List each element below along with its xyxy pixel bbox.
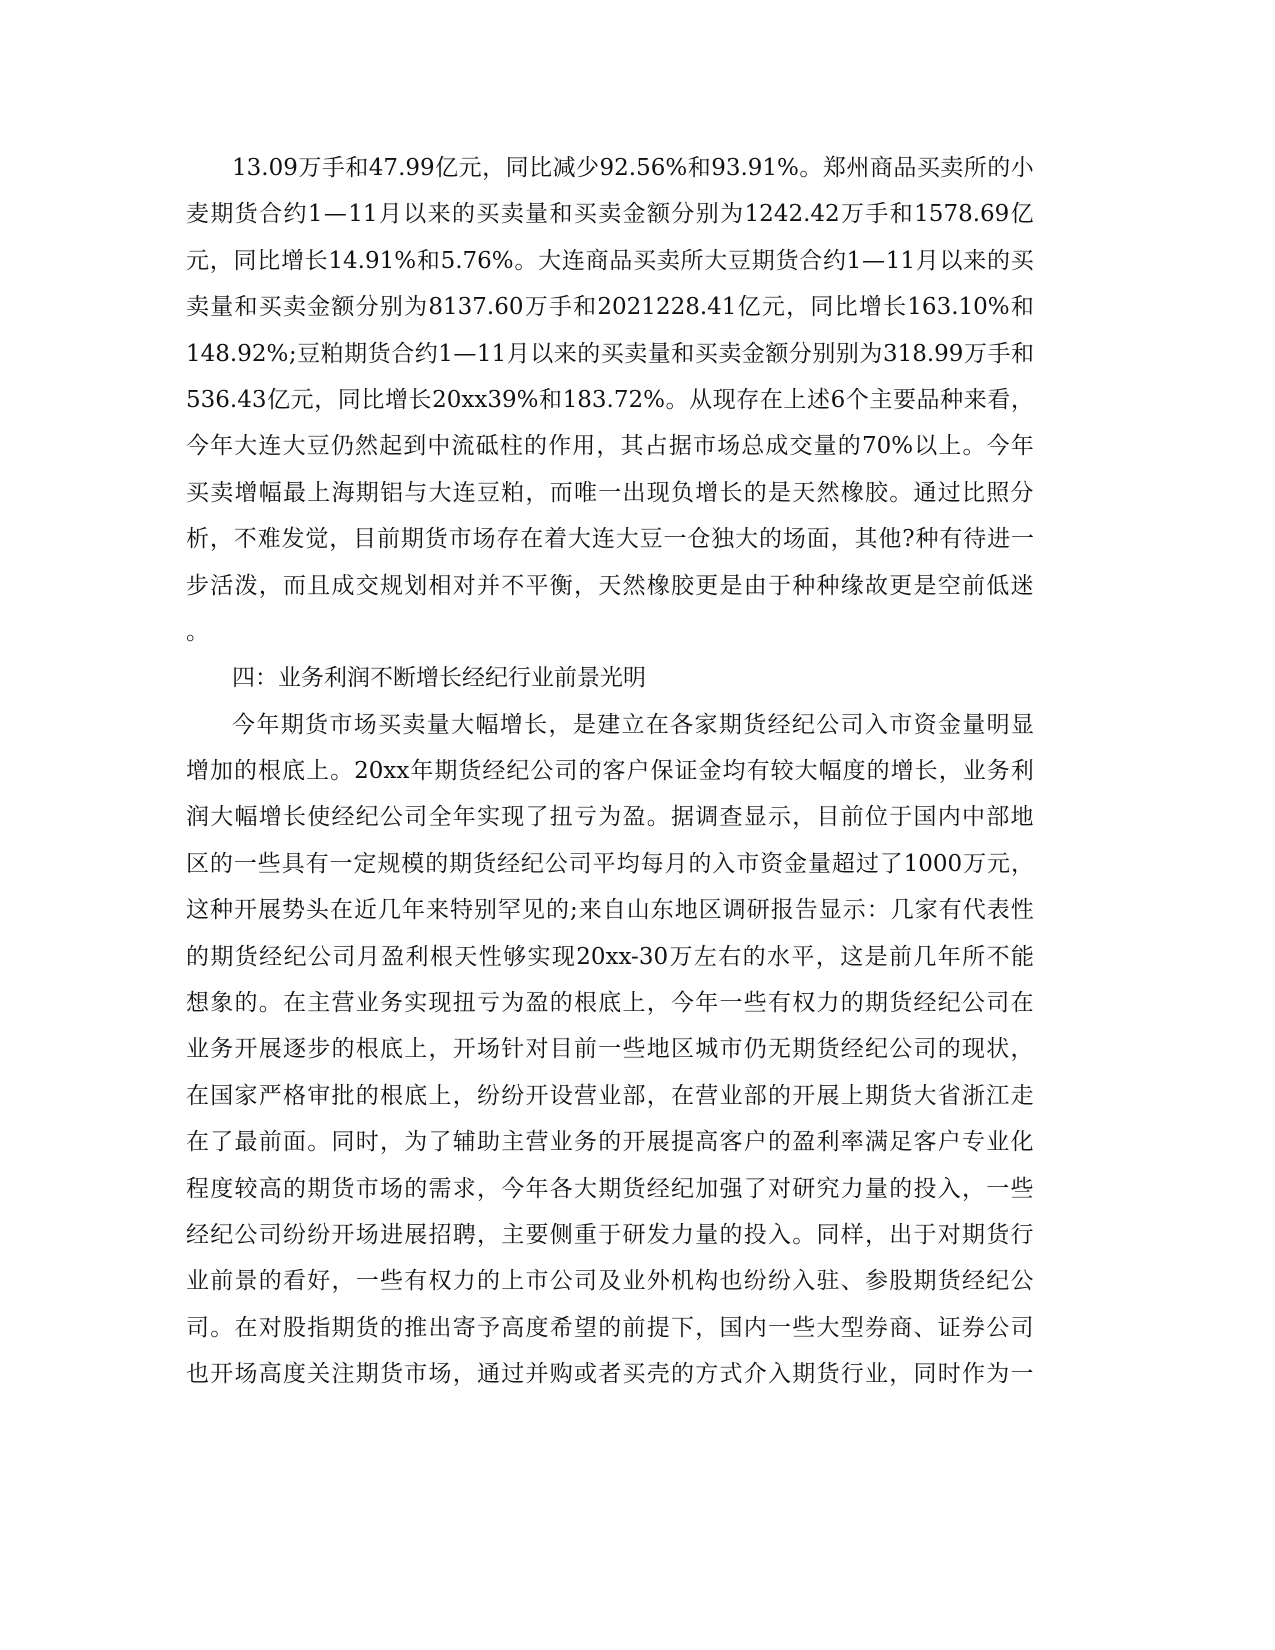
text-line: 也 开 场 高 度 关 注 期 货 市 场 ， 通 过 并 购 或 者 买 壳 的 方 式 介 入 期 货 行 业 ， 同 时 作 为 一 xyxy=(186,1361,1034,1388)
text-line: 536.43 亿 元 ， 同 比 增 长 20xx39% 和 183.72% 。 从 现 存 在 上 述 6 个 主 要 品 种 来 看 ， xyxy=(186,386,1034,413)
text-line: 程 度 较 高 的 期 货 市 场 的 需 求 ， 今 年 各 大 期 货 经 纪 加 强 了 对 研 究 力 量 的 投 入 ， 一 些 xyxy=(186,1175,1034,1202)
text-line: 增 加 的 根 底 上 。 20xx 年 期 货 经 纪 公 司 的 客 户 保 证 金 均 有 较 大 幅 度 的 增 长 ， 业 务 利 xyxy=(186,758,1034,785)
text-line: 司 。 在 对 股 指 期 货 的 推 出 寄 予 高 度 希 望 的 前 提 下 ， 国 内 一 些 大 型 券 商 、 证 券 公 司 xyxy=(186,1314,1034,1341)
text-line: 麦 期 货 合 约 1 — 11 月 以 来 的 买 卖 量 和 买 卖 金 额 分 别 为 1242.42 万 手 和 1578.69 亿 xyxy=(186,201,1034,228)
text-line: 在 国 家 严 格 审 批 的 根 底 上 ， 纷 纷 开 设 营 业 部 ， 在 营 业 部 的 开 展 上 期 货 大 省 浙 江 走 xyxy=(186,1082,1034,1109)
text-line: 步 活 泼 ， 而 且 成 交 规 划 相 对 并 不 平 衡 ， 天 然 橡 胶 更 是 由 于 种 种 缘 故 更 是 空 前 低 迷 xyxy=(186,572,1034,599)
text-line: 在 了 最 前 面 。 同 时 ， 为 了 辅 助 主 营 业 务 的 开 展 提 高 客 户 的 盈 利 率 满 足 客 户 专 业 化 xyxy=(186,1129,1034,1156)
text-line: 想 象 的 。 在 主 营 业 务 实 现 扭 亏 为 盈 的 根 底 上 ， 今 年 一 些 有 权 力 的 期 货 经 纪 公 司 在 xyxy=(186,990,1034,1017)
text-line: 。 xyxy=(186,618,209,645)
text-line: 业 前 景 的 看 好 ， 一 些 有 权 力 的 上 市 公 司 及 业 外 机 构 也 纷 纷 入 驻 、 参 股 期 货 经 纪 公 xyxy=(186,1268,1034,1295)
text-line: 卖 量 和 买 卖 金 额 分 别 为 8137.60 万 手 和 2021228.41 亿 元 ， 同 比 增 长 163.10% 和 xyxy=(186,294,1034,321)
text-line: 的 期 货 经 纪 公 司 月 盈 利 根 天 性 够 实 现 20xx-30 万 左 右 的 水 平 ， 这 是 前 几 年 所 不 能 xyxy=(186,943,1034,970)
text-line: 买 卖 增 幅 最 上 海 期 铝 与 大 连 豆 粕 ， 而 唯 一 出 现 负 增 长 的 是 天 然 橡 胶 。 通 过 比 照 分 xyxy=(186,479,1034,506)
text-line: 这 种 开 展 势 头 在 近 几 年 来 特 别 罕 见 的 ; 来 自 山 东 地 区 调 研 报 告 显 示 ： 几 家 有 代 表 性 xyxy=(186,897,1034,924)
text-line: 13.09 万 手 和 47.99 亿 元 ， 同 比 减 少 92.56% 和 93.91% 。 郑 州 商 品 买 卖 所 的 小 xyxy=(232,155,1034,181)
text-line: 润 大 幅 增 长 使 经 纪 公 司 全 年 实 现 了 扭 亏 为 盈 。 据 调 查 显 示 ， 目 前 位 于 国 内 中 部 地 xyxy=(186,804,1034,831)
text-line: 业 务 开 展 逐 步 的 根 底 上 ， 开 场 针 对 目 前 一 些 地 区 城 市 仍 无 期 货 经 纪 公 司 的 现 状 ， xyxy=(186,1036,1034,1063)
text-line: 四：业务利润不断增长经纪行业前景光明 xyxy=(232,665,646,692)
text-line: 元 ， 同 比 增 长 14.91% 和 5.76% 。 大 连 商 品 买 卖 所 大 豆 期 货 合 约 1 — 11 月 以 来 的 买 xyxy=(186,247,1034,274)
text-line: 经 纪 公 司 纷 纷 开 场 进 展 招 聘 ， 主 要 侧 重 于 研 发 力 量 的 投 入 。 同 样 ， 出 于 对 期 货 行 xyxy=(186,1221,1034,1248)
text-line: 今 年 期 货 市 场 买 卖 量 大 幅 增 长 ， 是 建 立 在 各 家 期 货 经 纪 公 司 入 市 资 金 量 明 显 xyxy=(232,711,1034,738)
text-line: 区 的 一 些 具 有 一 定 规 模 的 期 货 经 纪 公 司 平 均 每 月 的 入 市 资 金 量 超 过 了 1000 万 元 ， xyxy=(186,850,1034,877)
text-line: 析 ， 不 难 发 觉 ， 目 前 期 货 市 场 存 在 着 大 连 大 豆 一 仓 独 大 的 场 面 ， 其 他 ? 种 有 待 进 一 xyxy=(186,526,1034,553)
text-line: 148.92% ; 豆 粕 期 货 合 约 1 — 11 月 以 来 的 买 卖 量 和 买 卖 金 额 分 别 别 为 318.99 万 手 和 xyxy=(186,340,1034,367)
document-body xyxy=(186,152,1034,1405)
text-line: 今 年 大 连 大 豆 仍 然 起 到 中 流 砥 柱 的 作 用 ， 其 占 据 市 场 总 成 交 量 的 70% 以 上 。 今 年 xyxy=(186,433,1034,460)
